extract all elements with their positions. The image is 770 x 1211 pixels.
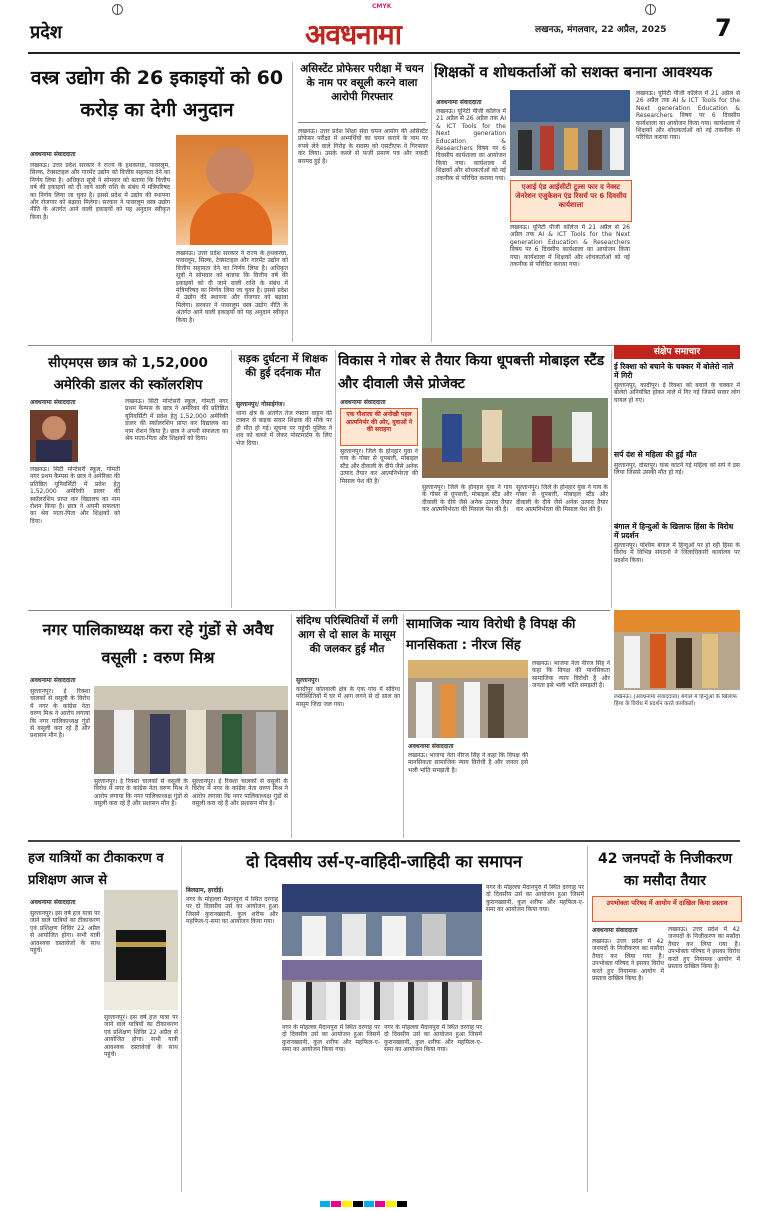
masthead-title: अवधनामा — [305, 18, 401, 51]
suspect-headline: संदिग्ध परिस्थितियों में लगी आग से दो साल के मासूम की जलकर हुई मौत — [296, 615, 398, 655]
teacher-death-body: थाना क्षेत्र के अंतर्गत तेज रफ्तार वाहन की टक्कर से बाइक सवार शिक्षक की मौके पर ही मौत हो गई। सूचना पर पहुंची पुलिस ने शव को कब्जे में लेकर पोस्टमार्टम के लिए भेज दिया। — [236, 410, 332, 447]
dateline: लखनऊ, मंगलवार, 22 अप्रैल, 2025 — [535, 25, 667, 35]
niraj-body-col2: लखनऊ। भाजपा नेता नीरज सिंह ने कहा कि विपक्ष की मानसिकता सामाजिक न्याय विरोधी है और जनता इसे भली भांति समझती है। — [532, 660, 610, 690]
samachar-item1-head: ई रिक्शा को बचाने के चक्कर में बोलेरो नाले में गिरी — [614, 362, 734, 380]
cowdung-box-text: एक गौशाला की अनोखी पहल आत्मनिर्भर की ओर, युवाओं ने की सराहना — [345, 411, 413, 433]
teachers-highlight-box — [510, 180, 632, 222]
professor-headline: असिस्टेंट प्रोफेसर परीक्षा में चयन के नाम पर वसूली करने वाला आरोपी गिरफ्तार — [300, 63, 424, 103]
section-label: प्रदेश — [30, 22, 63, 43]
samachar-item3-head: बंगाल में हिन्दुओं के खिलाफ हिंसा के विरोध में प्रदर्शन — [614, 522, 734, 540]
cms-body-col2: लखनऊ। सिटी मोन्टेसरी स्कूल, गोमती नगर प्रथम कैम्पस के छात्र ने अमेरिका की प्रतिष्ठित यूनिवर्सिटी में प्रवेश हेतु 1,52,000 अमेरिकी डालर की स्कॉलरशिप प्राप्त कर विद्यालय का नाम रोशन किया है। छात्र ने अपनी सफलता का श्रेय माता-पिता और शिक्षकों को दिया। — [125, 398, 228, 443]
varun-photo — [94, 686, 288, 774]
cms-student-photo — [30, 410, 78, 462]
header-rule — [28, 52, 740, 54]
samachar-item1-body: सुल्तानपुर, कादीपुर। ई रिक्शा को बचाने के चक्कर में बोलेरो अनियंत्रित होकर नाले में गिर गई जिसमें सवार लोग घायल हो गए। — [614, 382, 740, 404]
cowdung-highlight-box — [340, 408, 418, 446]
registration-mark-right — [645, 4, 656, 15]
person-figure — [206, 147, 254, 195]
janpad-byline: अवधनामा संवाददाता — [592, 927, 638, 934]
samachar-title: संक्षेप समाचार — [653, 347, 701, 357]
varun-byline: अवधनामा संवाददाता — [30, 677, 76, 684]
urs-body-col2: नगर के मोहल्ला मैदानपुरा में स्थित दरगाह पर दो दिवसीय उर्स का आयोजन हुआ जिसमें कुरानख्वानी, कुल शरीफ और महफिल-ए-समा का आयोजन किया गया। — [282, 1024, 380, 1054]
teachers-box-text: एआई एंड आईसीटी टूल्स फार द नेक्स्ट जेनरेशन एजुकेशन एंड रिसर्च पर 6 दिवसीय कार्यशाला — [515, 183, 627, 209]
niraj-body: लखनऊ। भाजपा नेता नीरज सिंह ने कहा कि विपक्ष की मानसिकता सामाजिक न्याय विरोधी है और जनता इसे भली भांति समझती है। — [408, 752, 528, 774]
janpad-body: लखनऊ। उत्तर प्रदेश में 42 जनपदों के निजीकरण का मसौदा तैयार कर लिया गया है। उपभोक्ता परिषद ने इसका विरोध करते हुए नियामक आयोग में प्रस्ताव दाखिल किया है। — [592, 938, 664, 983]
haj-body-col2: सुल्तानपुर। इस वर्ष हज यात्रा पर जाने वाले यात्रियों का टीकाकरण एवं प्रशिक्षण शिविर 22 अप्रैल से आयोजित होगा। सभी यात्री आवश्यक दस्तावेजों के साथ पहुंचें। — [104, 1014, 178, 1059]
niraj-headline: सामाजिक न्याय विरोधी है विपक्ष की मानसिकता : नीरज सिंह — [406, 617, 576, 653]
cowdung-body-col3: सुल्तानपुर। जिले के होनहार युवा ने गाय के गोबर से धूपबत्ती, मोबाइल स्टैंड और दीवाली के दीये जैसे अनेक उत्पाद तैयार कर आत्मनिर्भरता की मिसाल पेश की है। — [516, 484, 608, 514]
cowdung-body-col2: सुल्तानपुर। जिले के होनहार युवा ने गाय के गोबर से धूपबत्ती, मोबाइल स्टैंड और दीवाली के दीये जैसे अनेक उत्पाद तैयार कर आत्मनिर्भरता की मिसाल पेश की है। — [422, 484, 512, 514]
haj-headline: हज यात्रियों का टीकाकरण व प्रशिक्षण आज से — [28, 851, 164, 888]
samachar-photo-caption: लखनऊ। (अवधनामा संवाददाता) बंगाल में हिन्दुओं के खिलाफ हिंसा के विरोध में प्रदर्शन करते कार्यकर्ता। — [614, 694, 737, 707]
cms-body: लखनऊ। सिटी मोन्टेसरी स्कूल, गोमती नगर प्रथम कैम्पस के छात्र ने अमेरिका की प्रतिष्ठित यूनिवर्सिटी में प्रवेश हेतु 1,52,000 अमेरिकी डालर की स्कॉलरशिप प्राप्त कर विद्यालय का नाम रोशन किया है। छात्र ने अपनी सफलता का श्रेय माता-पिता और शिक्षकों को दिया। — [30, 466, 120, 525]
haj-body: सुल्तानपुर। इस वर्ष हज यात्रा पर जाने वाले यात्रियों का टीकाकरण एवं प्रशिक्षण शिविर 22 अप्रैल से आयोजित होगा। सभी यात्री आवश्यक दस्तावेजों के साथ पहुंचें। — [30, 910, 100, 955]
color-registration-bar — [320, 1192, 408, 1198]
janpad-body-col2: लखनऊ। उत्तर प्रदेश में 42 जनपदों के निजीकरण का मसौदा तैयार कर लिया गया है। उपभोक्ता परिषद ने इसका विरोध करते हुए नियामक आयोग में प्रस्ताव दाखिल किया है। — [668, 926, 740, 971]
suspect-byline: सुल्तानपुर। — [296, 677, 320, 684]
samachar-title-bar — [614, 345, 740, 359]
cms-byline: अवधनामा संवाददाता — [30, 399, 76, 406]
janpad-highlight-box — [592, 896, 742, 922]
varun-headline: नगर पालिकाध्यक्ष करा रहे गुंडों से अवैध वसूली : वरुण मिश्र — [42, 620, 274, 667]
teachers-photo — [510, 90, 630, 176]
samachar-item2-head: सर्प दंश से महिला की हुई मौत — [614, 450, 697, 459]
samachar-item2-body: सुल्तानपुर, दोस्तपुर। घास काटने गई महिला को सर्प ने डस लिया जिससे उसकी मौत हो गई। — [614, 462, 740, 477]
page-number: 7 — [715, 14, 732, 42]
teachers-byline: अवधनामा संवाददाता — [436, 99, 482, 106]
cowdung-body: सुल्तानपुर। जिले के होनहार युवा ने गाय के गोबर से धूपबत्ती, मोबाइल स्टैंड और दीवाली के दीये जैसे अनेक उत्पाद तैयार कर आत्मनिर्भरता की मिसाल पेश की है। — [340, 448, 418, 485]
textile-headline: वस्त्र उद्योग की 26 इकाइयों को 60 करोड़ का देगी अनुदान — [30, 67, 284, 121]
niraj-photo — [408, 660, 528, 738]
urs-body-col4: नगर के मोहल्ला मैदानपुरा में स्थित दरगाह पर दो दिवसीय उर्स का आयोजन हुआ जिसमें कुरानख्वानी, कुल शरीफ और महफिल-ए-समा का आयोजन किया गया। — [486, 884, 584, 914]
suspect-body: कादीपुर कोतवाली क्षेत्र के एक गांव में संदिग्ध परिस्थितियों में घर में आग लगने से दो साल का मासूम जिंदा जल गया। — [296, 686, 400, 708]
urs-body: नगर के मोहल्ला मैदानपुरा में स्थित दरगाह पर दो दिवसीय उर्स का आयोजन हुआ जिसमें कुरानख्वानी, कुल शरीफ और महफिल-ए-समा का आयोजन किया गया। — [186, 896, 278, 926]
textile-byline: अवधनामा संवाददाता — [30, 151, 76, 158]
cowdung-headline: विकास ने गोबर से तैयार किया धूपबत्ती मोबाइल स्टैंड और दीवाली जैसे प्रोजेक्ट — [338, 353, 605, 392]
teachers-body: लखनऊ। यूनिटी पीजी कॉलेज में 21 अप्रैल से 26 अप्रैल तक AI & ICT Tools for the Next generation Education & Researchers विषय पर 6 दिवसीय कार्यशाला का आयोजन किया गया। कार्यशाला में शिक्षकों और शोधकर्ताओं को नई तकनीक से परिचित कराया गया। — [436, 108, 506, 182]
registration-mark-left — [112, 4, 123, 15]
professor-body: लखनऊ। उत्तर प्रदेश शिक्षा सेवा चयन आयोग की असिस्टेंट प्रोफेसर परीक्षा में अभ्यर्थियों का चयन कराने के नाम पर रुपये लेने वाले गिरोह के सदस्य को एसटीएफ ने गिरफ्तार कर लिया। उसके कब्जे से फर्जी प्रमाण पत्र और नकदी बरामद हुई है। — [298, 128, 428, 165]
haj-byline: अवधनामा संवाददाता — [30, 899, 76, 906]
samachar-protest-photo — [614, 610, 740, 690]
textile-body: लखनऊ। उत्तर प्रदेश सरकार ने राज्य के हथकरघा, पावरलूम, सिल्क, टेक्सटाइल और गारमेंट उद्योग को वित्तीय सहायता देने का निर्णय लिया है। अधिकृत सूत्रों ने सोमवार को बताया कि वित्तीय वर्ष की इकाइयों को दी जाने वाली राशि के संबंध में मंत्रिपरिषद का निर्णय लिया जा चुका है। इससे प्रदेश में उद्योग की स्थापना और रोजगार को बढ़ावा मिलेगा। सरकार ने पावरलूम वस्त्र उद्योग नीति के अंतर्गत आने वाली इकाइयों को यह अनुदान स्वीकृत किया है। — [30, 162, 170, 221]
masthead — [305, 15, 401, 53]
samachar-item3-body: सुल्तानपुर। पश्चिम बंगाल में हिन्दुओं पर हो रही हिंसा के विरोध में विभिन्न संगठनों ने जिलाधिकारी कार्यालय पर प्रदर्शन किया। — [614, 542, 740, 564]
cowdung-photo — [422, 398, 608, 478]
varun-body-col3: सुल्तानपुर। ई रिक्शा चालकों से वसूली के विरोध में नगर के कांग्रेस नेता वरुण मिश्र ने आरोप लगाया कि नगर पालिकाध्यक्ष गुंडों से वसूली करा रहे हैं और प्रशासन मौन है। — [192, 778, 288, 808]
teachers-body-col3: लखनऊ। यूनिटी पीजी कॉलेज में 21 अप्रैल से 26 अप्रैल तक AI & ICT Tools for the Next generation Education & Researchers विषय पर 6 दिवसीय कार्यशाला का आयोजन किया गया। कार्यशाला में शिक्षकों और शोधकर्ताओं को नई तकनीक से परिचित कराया गया। — [636, 90, 740, 142]
varun-body: सुल्तानपुर। ई रिक्शा चालकों से वसूली के विरोध में नगर के कांग्रेस नेता वरुण मिश्र ने आरोप लगाया कि नगर पालिकाध्यक्ष गुंडों से वसूली करा रहे हैं और प्रशासन मौन है। — [30, 688, 90, 740]
textile-body-col2: लखनऊ। उत्तर प्रदेश सरकार ने राज्य के हथकरघा, पावरलूम, सिल्क, टेक्सटाइल और गारमेंट उद्योग को वित्तीय सहायता देने का निर्णय लिया है। अधिकृत सूत्रों ने सोमवार को बताया कि वित्तीय वर्ष की इकाइयों को दी जाने वाली राशि के संबंध में मंत्रिपरिषद का निर्णय लिया जा चुका है। इससे प्रदेश में उद्योग की स्थापना और रोजगार को बढ़ावा मिलेगा। सरकार ने पावरलूम वस्त्र उद्योग नीति के अंतर्गत आने वाली इकाइयों को यह अनुदान स्वीकृत किया है। — [176, 250, 288, 324]
teachers-headline: शिक्षकों व शोधकर्ताओं को सशक्त बनाना आवश्यक — [434, 63, 713, 81]
cmyk-mark: CMYK — [372, 3, 392, 10]
varun-body-col2: सुल्तानपुर। ई रिक्शा चालकों से वसूली के विरोध में नगर के कांग्रेस नेता वरुण मिश्र ने आरोप लगाया कि नगर पालिकाध्यक्ष गुंडों से वसूली करा रहे हैं और प्रशासन मौन है। — [94, 778, 188, 808]
niraj-byline: अवधनामा संवाददाता — [408, 743, 454, 750]
cowdung-byline: अवधनामा संवाददाता — [340, 399, 386, 406]
janpad-headline: 42 जनपदों के निजीकरण का मसौदा तैयार — [597, 851, 733, 889]
urs-photo-crowd — [282, 960, 482, 1020]
teacher-death-headline: सड़क दुर्घटना में शिक्षक की हुई दर्दनाक मौत — [238, 353, 328, 379]
urs-body-col3: नगर के मोहल्ला मैदानपुरा में स्थित दरगाह पर दो दिवसीय उर्स का आयोजन हुआ जिसमें कुरानख्वानी, कुल शरीफ और महफिल-ए-समा का आयोजन किया गया। — [384, 1024, 482, 1054]
teacher-death-byline: सुल्तानपुर/ गोसाईगंज। — [236, 401, 285, 408]
cms-headline: सीएमएस छात्र को 1,52,000 अमेरिकी डालर की स्कॉलरशिप — [48, 355, 208, 393]
urs-headline: दो दिवसीय उर्स-ए-वाहिदी-जाहिदी का समापन — [246, 852, 522, 871]
urs-photo-stage — [282, 884, 482, 956]
janpad-box-text: उपभोक्ता परिषद में आयोग में दाखिल किया प्रस्ताव — [606, 899, 728, 907]
urs-byline: बिलग्राम, हरदोई। — [186, 887, 224, 894]
teachers-body-col2: लखनऊ। यूनिटी पीजी कॉलेज में 21 अप्रैल से 26 अप्रैल तक AI & ICT Tools for the Next generation Education & Researchers विषय पर 6 दिवसीय कार्यशाला का आयोजन किया गया। कार्यशाला में शिक्षकों और शोधकर्ताओं को नई तकनीक से परिचित कराया गया। — [510, 224, 630, 269]
textile-photo — [176, 135, 288, 245]
haj-kaaba-photo — [104, 890, 178, 1010]
